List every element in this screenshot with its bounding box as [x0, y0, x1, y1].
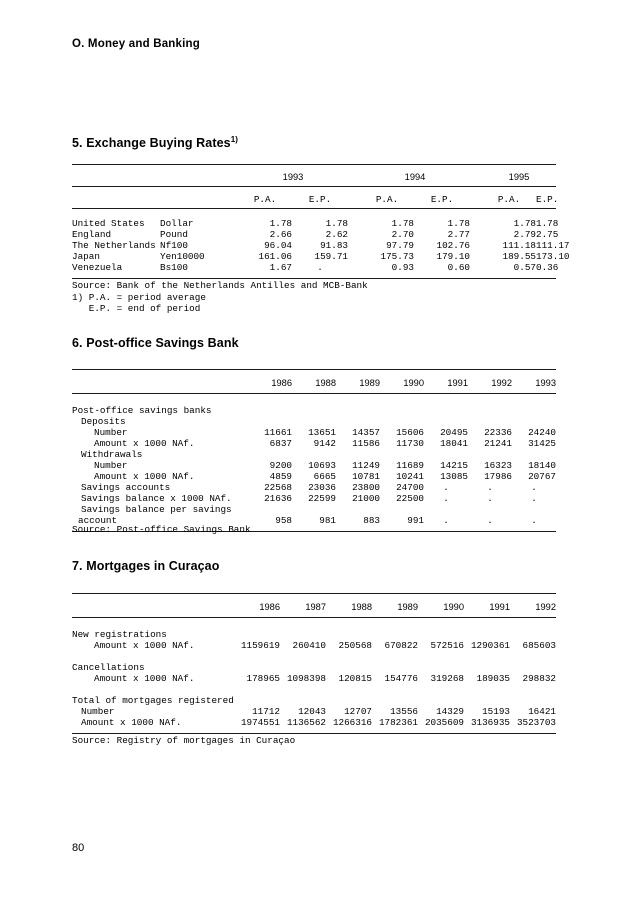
table-6-label-2: Number	[94, 427, 128, 438]
table-6-cell-10-0: 958	[275, 515, 292, 526]
table-7-cell-6-2	[326, 695, 372, 706]
table-7-cell-6-4	[418, 695, 464, 706]
table-5-country-2: The Netherlands	[72, 240, 156, 251]
table-5-cell-4-3: 0.60	[447, 262, 470, 273]
table-7-cell-3-0	[234, 662, 280, 673]
table-row	[72, 651, 556, 662]
table-7-cell-4-2: 120815	[338, 673, 372, 684]
table-7-label-1: Amount x 1000 NAf.	[94, 640, 195, 651]
table-7-cell-6-3	[372, 695, 418, 706]
table-7-cell-8-4: 2035609	[424, 717, 464, 728]
table-7-cell-7-1: 12043	[298, 706, 326, 717]
table-6-cell-3-3: 11730	[396, 438, 424, 449]
table-row	[72, 629, 556, 640]
table-5-cell-3-2: 175.73	[380, 251, 414, 262]
table-6-cell-6-5: 17986	[484, 471, 512, 482]
table-6-cell-2-3: 15606	[396, 427, 424, 438]
table-row	[72, 449, 556, 460]
table-row	[72, 438, 556, 449]
table-6-label-1: Deposits	[81, 416, 126, 427]
table-5-sub-ep-1993: E.P.	[308, 194, 332, 205]
table-7-cell-6-5	[464, 695, 510, 706]
table-7-cell-8-5: 3136935	[470, 717, 510, 728]
table-7-cell-1-3: 670822	[384, 640, 418, 651]
table-5-cell-2-3: 102.76	[436, 240, 470, 251]
table-6-cell-3-6: 31425	[528, 438, 556, 449]
table-7-cell-0-2	[326, 629, 372, 640]
table-6-cell-0-5	[468, 405, 512, 416]
table-5-cell-4-1: .	[317, 262, 323, 273]
table-5-cell-2-4: 111.18	[502, 240, 536, 251]
table-7-cell-4-3: 154776	[384, 673, 418, 684]
table-7-cell-4-5: 189035	[476, 673, 510, 684]
table-6-label-8: Savings balance x 1000 NAf.	[81, 493, 232, 504]
table-5-cell-0-0: 1.78	[269, 218, 292, 229]
table-7-cell-0-4	[418, 629, 464, 640]
table-6-cell-8-3: 22500	[396, 493, 424, 504]
table-5-cell-4-2: 0.93	[391, 262, 414, 273]
table-6-cell-2-6: 24240	[528, 427, 556, 438]
table-6-cell-7-4: .	[443, 482, 449, 493]
table-6-year-1992: 1992	[491, 378, 512, 388]
table-5-cell-1-4: 2.79	[513, 229, 536, 240]
table-7-cell-8-6: 3523703	[516, 717, 556, 728]
table-7-label-7: Number	[81, 706, 115, 717]
table-6-cell-3-2: 11586	[352, 438, 380, 449]
table-6-cell-8-4: .	[443, 493, 449, 504]
table-6-cell-8-5: .	[487, 493, 493, 504]
table-7-cell-4-4: 319268	[430, 673, 464, 684]
table-5-cell-4-4: 0.57	[513, 262, 536, 273]
table-7-cell-4-6: 298832	[522, 673, 556, 684]
table-6-cell-9-2	[336, 504, 380, 515]
table-7-label-3: Cancellations	[72, 662, 145, 673]
table-6-label-5: Number	[94, 460, 128, 471]
footnote-5-line-2: E.P. = end of period	[72, 303, 201, 314]
table-6-label-9: Savings balance per savings	[81, 504, 232, 515]
table-5-cell-4-5: 0.36	[536, 262, 559, 273]
table-7-cell-7-4: 14329	[436, 706, 464, 717]
table-7-cell-0-0	[234, 629, 280, 640]
table-7-cell-6-1	[280, 695, 326, 706]
table-5-cell-1-2: 2.70	[391, 229, 414, 240]
table-6-cell-4-4	[424, 449, 468, 460]
table-6-label-3: Amount x 1000 NAf.	[94, 438, 195, 449]
table-row	[72, 416, 556, 427]
table-5-country-3: Japan	[72, 251, 100, 262]
table-6-cell-6-6: 20767	[528, 471, 556, 482]
table-7-cell-1-1: 260410	[292, 640, 326, 651]
table-5-cell-3-4: 189.55	[502, 251, 536, 262]
table-row	[72, 695, 556, 706]
table-5-cell-3-0: 161.06	[258, 251, 292, 262]
table-7-year-1991: 1991	[489, 602, 510, 612]
table-row	[72, 251, 556, 262]
table-5-country-1: England	[72, 229, 112, 240]
table-7-year-1989: 1989	[397, 602, 418, 612]
table-7-cell-1-0: 1159619	[240, 640, 280, 651]
table-5-unit-0: Dollar	[160, 218, 194, 229]
table-row	[72, 717, 556, 728]
table-6-cell-6-3: 10241	[396, 471, 424, 482]
table-row	[72, 504, 556, 515]
table-7-year-1990: 1990	[443, 602, 464, 612]
table-6-cell-7-0: 22568	[264, 482, 292, 493]
table-6-cell-8-2: 21000	[352, 493, 380, 504]
table-5-cell-1-0: 2.66	[269, 229, 292, 240]
table-7-year-1987: 1987	[305, 602, 326, 612]
table-5-year-header-row	[72, 169, 556, 187]
table-5-cell-1-3: 2.77	[447, 229, 470, 240]
table-5-year-1995: 1995	[508, 172, 530, 182]
table-5-cell-0-3: 1.78	[447, 218, 470, 229]
table-5-cell-1-1: 2.62	[325, 229, 348, 240]
table-6-cell-3-5: 21241	[484, 438, 512, 449]
table-5-sub-ep-1994: E.P.	[430, 194, 454, 205]
table-6-cell-5-4: 14215	[440, 460, 468, 471]
table-5-cell-2-1: 91.83	[320, 240, 348, 251]
table-6-spacer	[72, 398, 556, 405]
table-6-cell-0-3	[380, 405, 424, 416]
table-7-cell-7-3: 13556	[390, 706, 418, 717]
table-6-year-1990: 1990	[403, 378, 424, 388]
section-heading-7	[72, 559, 219, 573]
table-7-cell-4-0: 178965	[246, 673, 280, 684]
table-row	[72, 262, 556, 273]
table-6-cell-9-4	[424, 504, 468, 515]
source-block-5	[72, 280, 368, 315]
table-5-year-1994: 1994	[404, 172, 426, 182]
table-6-cell-0-2	[336, 405, 380, 416]
table-7-cell-0-6	[510, 629, 556, 640]
table-6-cell-6-0: 4859	[269, 471, 292, 482]
table-7-label-0: New registrations	[72, 629, 167, 640]
table-5-year-1993: 1993	[282, 172, 304, 182]
table-6-cell-7-6: .	[531, 482, 537, 493]
table-row	[72, 640, 556, 651]
table-6-cell-2-5: 22336	[484, 427, 512, 438]
table-6-cell-2-4: 20495	[440, 427, 468, 438]
table-5-cell-0-4: 1.78	[513, 218, 536, 229]
table-6-cell-10-1: 981	[319, 515, 336, 526]
table-5-sub-header-row	[72, 191, 556, 209]
table-6-label-6: Amount x 1000 NAf.	[94, 471, 195, 482]
table-7-cell-6-6	[510, 695, 556, 706]
table-row	[72, 493, 556, 504]
table-6-cell-5-5: 16323	[484, 460, 512, 471]
table-6-cell-6-4: 13085	[440, 471, 468, 482]
table-5-cell-2-0: 96.04	[264, 240, 292, 251]
table-6-cell-7-3: 24700	[396, 482, 424, 493]
table-6-year-header-row	[72, 374, 556, 394]
table-6-cell-9-6	[512, 504, 556, 515]
table-post-office-savings-bank	[72, 369, 556, 535]
table-7-label-8: Amount x 1000 NAf.	[81, 717, 182, 728]
table-5-unit-2: Nf100	[160, 240, 188, 251]
table-6-cell-2-0: 11661	[264, 427, 292, 438]
section-heading-6	[72, 336, 239, 350]
section-heading-6-text: 6. Post-office Savings Bank	[72, 336, 239, 350]
table-row	[72, 673, 556, 684]
table-row	[72, 662, 556, 673]
table-6-cell-1-0	[248, 416, 292, 427]
table-5-country-4: Venezuela	[72, 262, 123, 273]
table-6-label-7: Savings accounts	[81, 482, 171, 493]
table-5-sub-pa-1993: P.A.	[253, 194, 277, 205]
table-6-cell-8-0: 21636	[264, 493, 292, 504]
table-7-cell-3-1	[280, 662, 326, 673]
table-6-cell-9-5	[468, 504, 512, 515]
table-row	[72, 460, 556, 471]
table-6-cell-4-5	[468, 449, 512, 460]
table-6-cell-1-4	[424, 416, 468, 427]
table-6-cell-2-1: 13651	[308, 427, 336, 438]
table-7-cell-1-5: 1290361	[470, 640, 510, 651]
source-block-7	[72, 735, 295, 747]
table-7-cell-1-4: 572516	[430, 640, 464, 651]
table-7-cell-8-1: 1136562	[286, 717, 326, 728]
table-row	[72, 471, 556, 482]
table-6-cell-10-6: .	[531, 515, 537, 526]
table-6-cell-1-6	[512, 416, 556, 427]
table-5-cell-4-0: 1.67	[269, 262, 292, 273]
table-7-cell-1-2: 250568	[338, 640, 372, 651]
table-6-cell-7-2: 23800	[352, 482, 380, 493]
table-5-unit-1: Pound	[160, 229, 188, 240]
table-6-cell-9-0	[248, 504, 292, 515]
footnote-5-line-1: 1) P.A. = period average	[72, 291, 206, 303]
table-6-cell-8-1: 22599	[308, 493, 336, 504]
table-6-cell-4-6	[512, 449, 556, 460]
source-block-6	[72, 524, 251, 536]
table-7-cell-3-3	[372, 662, 418, 673]
table-7-cell-3-6	[510, 662, 556, 673]
table-6-cell-9-1	[292, 504, 336, 515]
table-6-cell-3-1: 9142	[313, 438, 336, 449]
table-6-cell-6-1: 6665	[313, 471, 336, 482]
source-line-5: Source: Bank of the Netherlands Antilles and MCB-Bank	[72, 280, 368, 291]
page-number: 80	[72, 842, 85, 854]
table-exchange-buying-rates	[72, 164, 570, 282]
table-7-cell-8-0: 1974551	[240, 717, 280, 728]
table-6-cell-5-2: 11249	[352, 460, 380, 471]
table-row	[72, 427, 556, 438]
table-6-cell-3-0: 6837	[269, 438, 292, 449]
table-5-cell-1-5: 2.75	[536, 229, 559, 240]
table-5-cell-3-5: 173.10	[536, 251, 570, 262]
table-6-cell-10-2: 883	[363, 515, 380, 526]
table-6-cell-1-2	[336, 416, 380, 427]
table-7-year-1992: 1992	[535, 602, 556, 612]
table-7-cell-0-3	[372, 629, 418, 640]
table-6-cell-9-3	[380, 504, 424, 515]
table-6-cell-7-1: 23036	[308, 482, 336, 493]
table-row	[72, 405, 556, 416]
table-7-cell-3-2	[326, 662, 372, 673]
table-6-cell-3-4: 18041	[440, 438, 468, 449]
table-7-cell-3-4	[418, 662, 464, 673]
table-6-cell-2-2: 14357	[352, 427, 380, 438]
table-6-cell-6-2: 10781	[352, 471, 380, 482]
table-6-cell-4-1	[292, 449, 336, 460]
table-5-unit-4: Bs100	[160, 262, 188, 273]
table-5-unit-3: Yen10000	[160, 251, 205, 262]
table-5-cell-0-2: 1.78	[391, 218, 414, 229]
source-line-6: Source: Post-office Savings Bank	[72, 524, 251, 535]
table-7-cell-6-0	[234, 695, 280, 706]
table-5-sub-ep-1995: E.P.	[536, 194, 559, 205]
table-6-year-1993: 1993	[535, 378, 556, 388]
table-7-cell-4-1: 1098398	[286, 673, 326, 684]
table-row	[72, 240, 556, 251]
table-7-spacer	[72, 622, 556, 629]
section-heading-5	[72, 136, 238, 150]
table-6-cell-0-6	[512, 405, 556, 416]
table-6-cell-5-6: 18140	[528, 460, 556, 471]
table-6-cell-10-3: 991	[407, 515, 424, 526]
table-7-cell-7-0: 11712	[252, 706, 280, 717]
section-heading-5-text: 5. Exchange Buying Rates	[72, 136, 231, 150]
table-6-cell-4-2	[336, 449, 380, 460]
table-6-cell-0-0	[248, 405, 292, 416]
table-row	[72, 229, 556, 240]
table-5-cell-3-1: 159.71	[314, 251, 348, 262]
section-heading-5-footnote-marker: 1)	[230, 134, 239, 144]
table-7-label-6: Total of mortgages registered	[72, 695, 234, 706]
table-7-cell-8-3: 1782361	[378, 717, 418, 728]
table-6-cell-4-0	[248, 449, 292, 460]
table-5-sub-pa-1995: P.A.	[497, 194, 521, 205]
table-row	[72, 218, 556, 229]
table-7-year-1988: 1988	[351, 602, 372, 612]
table-7-cell-7-2: 12707	[344, 706, 372, 717]
table-6-label-0: Post-office savings banks	[72, 405, 212, 416]
table-6-cell-8-6: .	[531, 493, 537, 504]
table-6	[72, 369, 556, 535]
table-row	[72, 482, 556, 493]
table-5-cell-2-5: 111.17	[536, 240, 570, 251]
table-row	[72, 706, 556, 717]
table-row	[72, 684, 556, 695]
table-7-label-5	[72, 684, 234, 695]
table-6-cell-10-4: .	[443, 515, 449, 526]
table-6-cell-5-1: 10693	[308, 460, 336, 471]
chapter-heading: O. Money and Banking	[72, 38, 200, 50]
table-5-cell-2-2: 97.79	[386, 240, 414, 251]
table-7-cell-0-5	[464, 629, 510, 640]
table-6-cell-1-3	[380, 416, 424, 427]
table-5-cell-3-3: 179.10	[436, 251, 470, 262]
table-7-cell-7-5: 15193	[482, 706, 510, 717]
table-5	[72, 164, 570, 282]
table-7-cell-1-6: 685603	[522, 640, 556, 651]
table-7-year-header-row	[72, 598, 556, 618]
table-6-cell-10-5: .	[487, 515, 493, 526]
table-7	[72, 593, 556, 737]
table-6-cell-1-1	[292, 416, 336, 427]
table-7-cell-3-5	[464, 662, 510, 673]
table-7-cell-0-1	[280, 629, 326, 640]
table-7-cell-8-2: 1266316	[332, 717, 372, 728]
section-heading-7-text: 7. Mortgages in Curaçao	[72, 559, 220, 573]
table-6-cell-7-5: .	[487, 482, 493, 493]
table-7-cell-7-6: 16421	[528, 706, 556, 717]
table-6-year-1988: 1988	[315, 378, 336, 388]
table-mortgages-in-curacao	[72, 593, 556, 737]
table-6-year-1986: 1986	[271, 378, 292, 388]
table-7-year-1986: 1986	[259, 602, 280, 612]
table-5-sub-pa-1994: P.A.	[375, 194, 399, 205]
table-6-year-1991: 1991	[447, 378, 468, 388]
table-7-label-2	[72, 651, 234, 662]
table-6-label-4: Withdrawals	[81, 449, 143, 460]
table-5-cell-0-5: 1.78	[536, 218, 559, 229]
table-7-label-4: Amount x 1000 NAf.	[94, 673, 195, 684]
table-6-cell-4-3	[380, 449, 424, 460]
table-6-cell-5-3: 11689	[396, 460, 424, 471]
table-6-cell-1-5	[468, 416, 512, 427]
table-6-cell-0-1	[292, 405, 336, 416]
table-6-cell-5-0: 9200	[269, 460, 292, 471]
table-5-cell-0-1: 1.78	[325, 218, 348, 229]
table-5-country-0: United States	[72, 218, 145, 229]
table-6-year-1989: 1989	[359, 378, 380, 388]
table-6-cell-0-4	[424, 405, 468, 416]
source-line-7: Source: Registry of mortgages in Curaçao	[72, 735, 296, 746]
table-6-label-10: account	[78, 515, 118, 526]
